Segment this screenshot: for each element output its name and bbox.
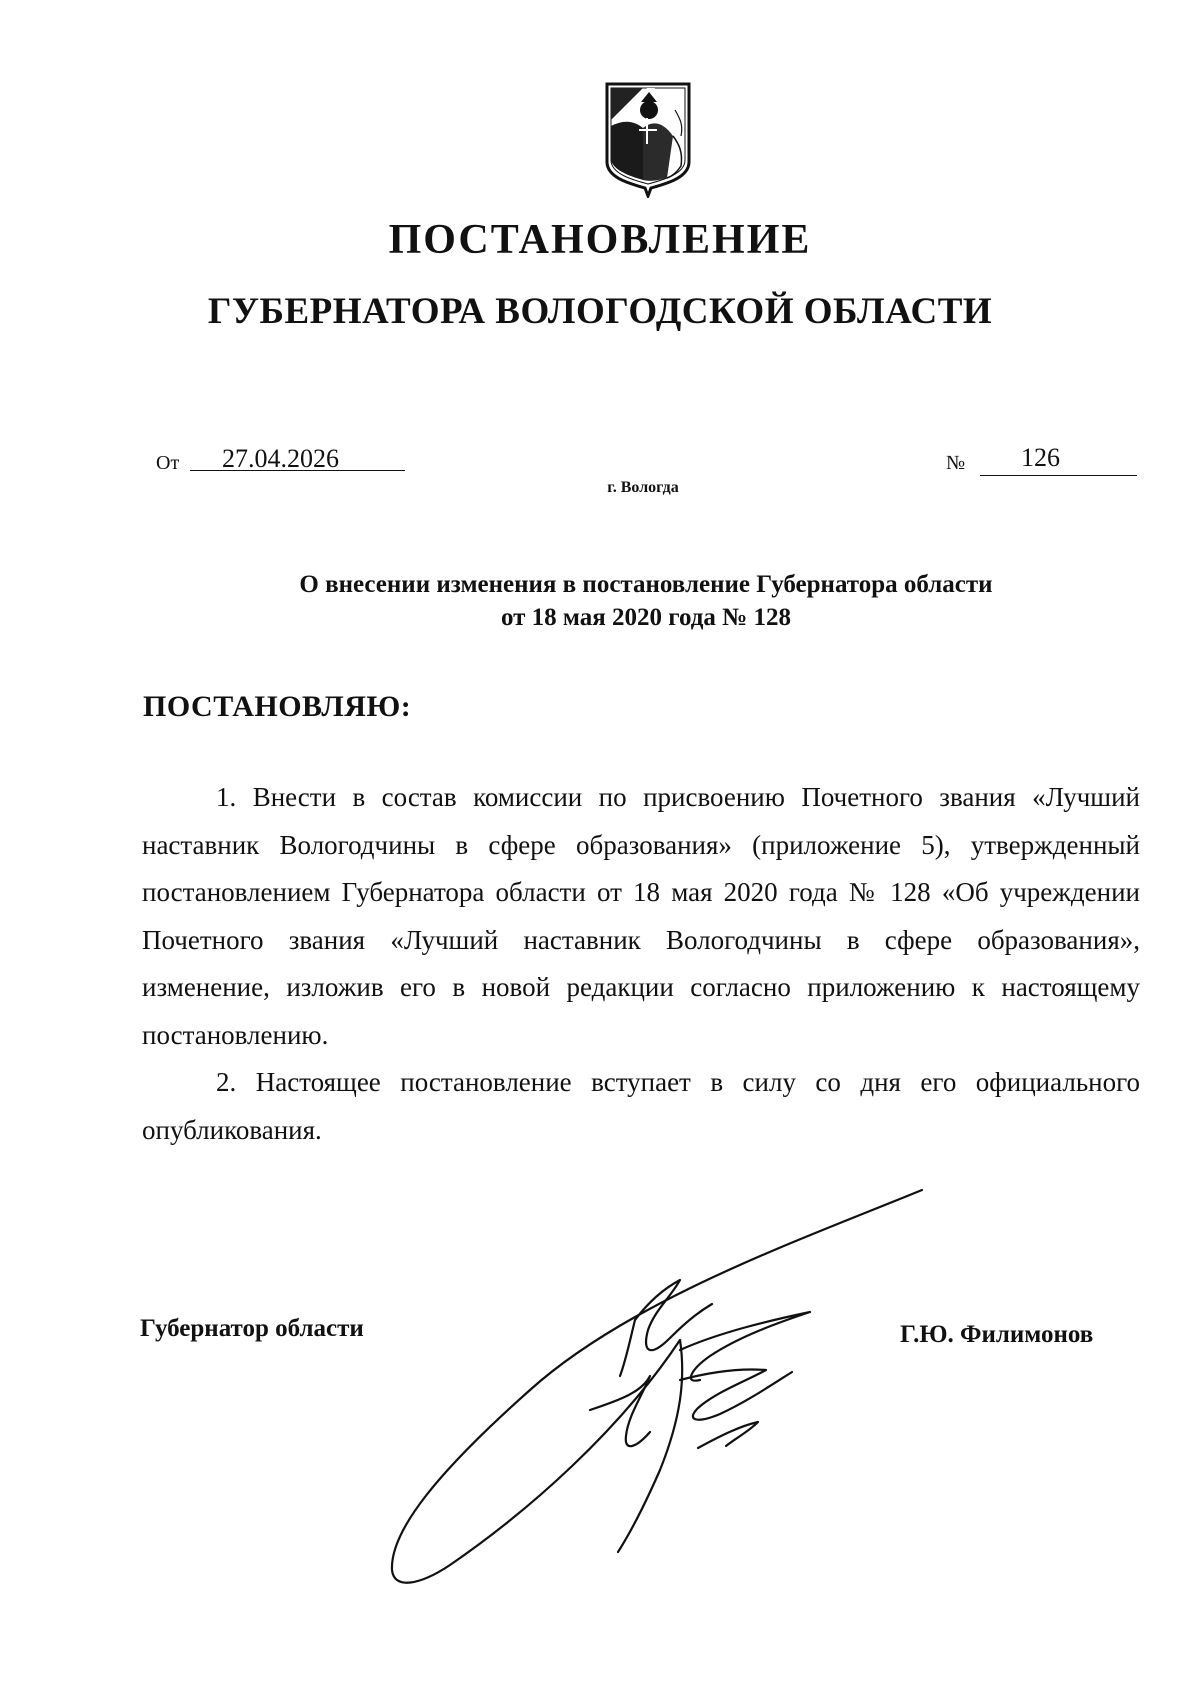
city: г. Вологда: [607, 479, 679, 496]
number-underline: [980, 475, 1137, 476]
document-title: ПОСТАНОВЛЕНИЕ: [388, 217, 812, 263]
document-subtitle: ГУБЕРНАТОРА ВОЛОГОДСКОЙ ОБЛАСТИ: [207, 291, 993, 332]
number-prefix: №: [946, 452, 966, 474]
vologda-coat-of-arms-icon: [603, 80, 693, 198]
paragraph: 1. Внести в состав комиссии по присвоению Почетного звания «Лучший наставник Вологодчины в сфере образования» (приложение 5), утвержденный постановлением Губернатора области от 18 мая 2020 года № 128 «Об учреждении Почетного звания «Лучший наставник Вологодчины в сфере образования», изменение, изложив его в новой редакции согласно приложению к настоящему постановлению.: [142, 782, 1140, 1050]
signatory-position: Губернатор области: [140, 1315, 364, 1342]
document-subject: [0, 568, 1200, 634]
subject-line-1: О внесении изменения в постановление Губернатора области: [299, 571, 993, 598]
document-date: 27.04.2026: [222, 444, 339, 473]
decree-heading: ПОСТАНОВЛЯЮ:: [143, 690, 412, 723]
date-prefix: От: [156, 452, 180, 474]
subject-line-2: от 18 мая 2020 года № 128: [500, 604, 792, 631]
signatory-name: Г.Ю. Филимонов: [900, 1321, 1094, 1348]
document-body: [142, 774, 1140, 1154]
city-line: [0, 479, 1200, 497]
handwritten-signature-icon: [380, 1180, 950, 1590]
paragraph: 2. Настоящее постановление вступает в силу со дня его официального опубликования.: [142, 1067, 1140, 1145]
document-number: 126: [1021, 443, 1060, 472]
